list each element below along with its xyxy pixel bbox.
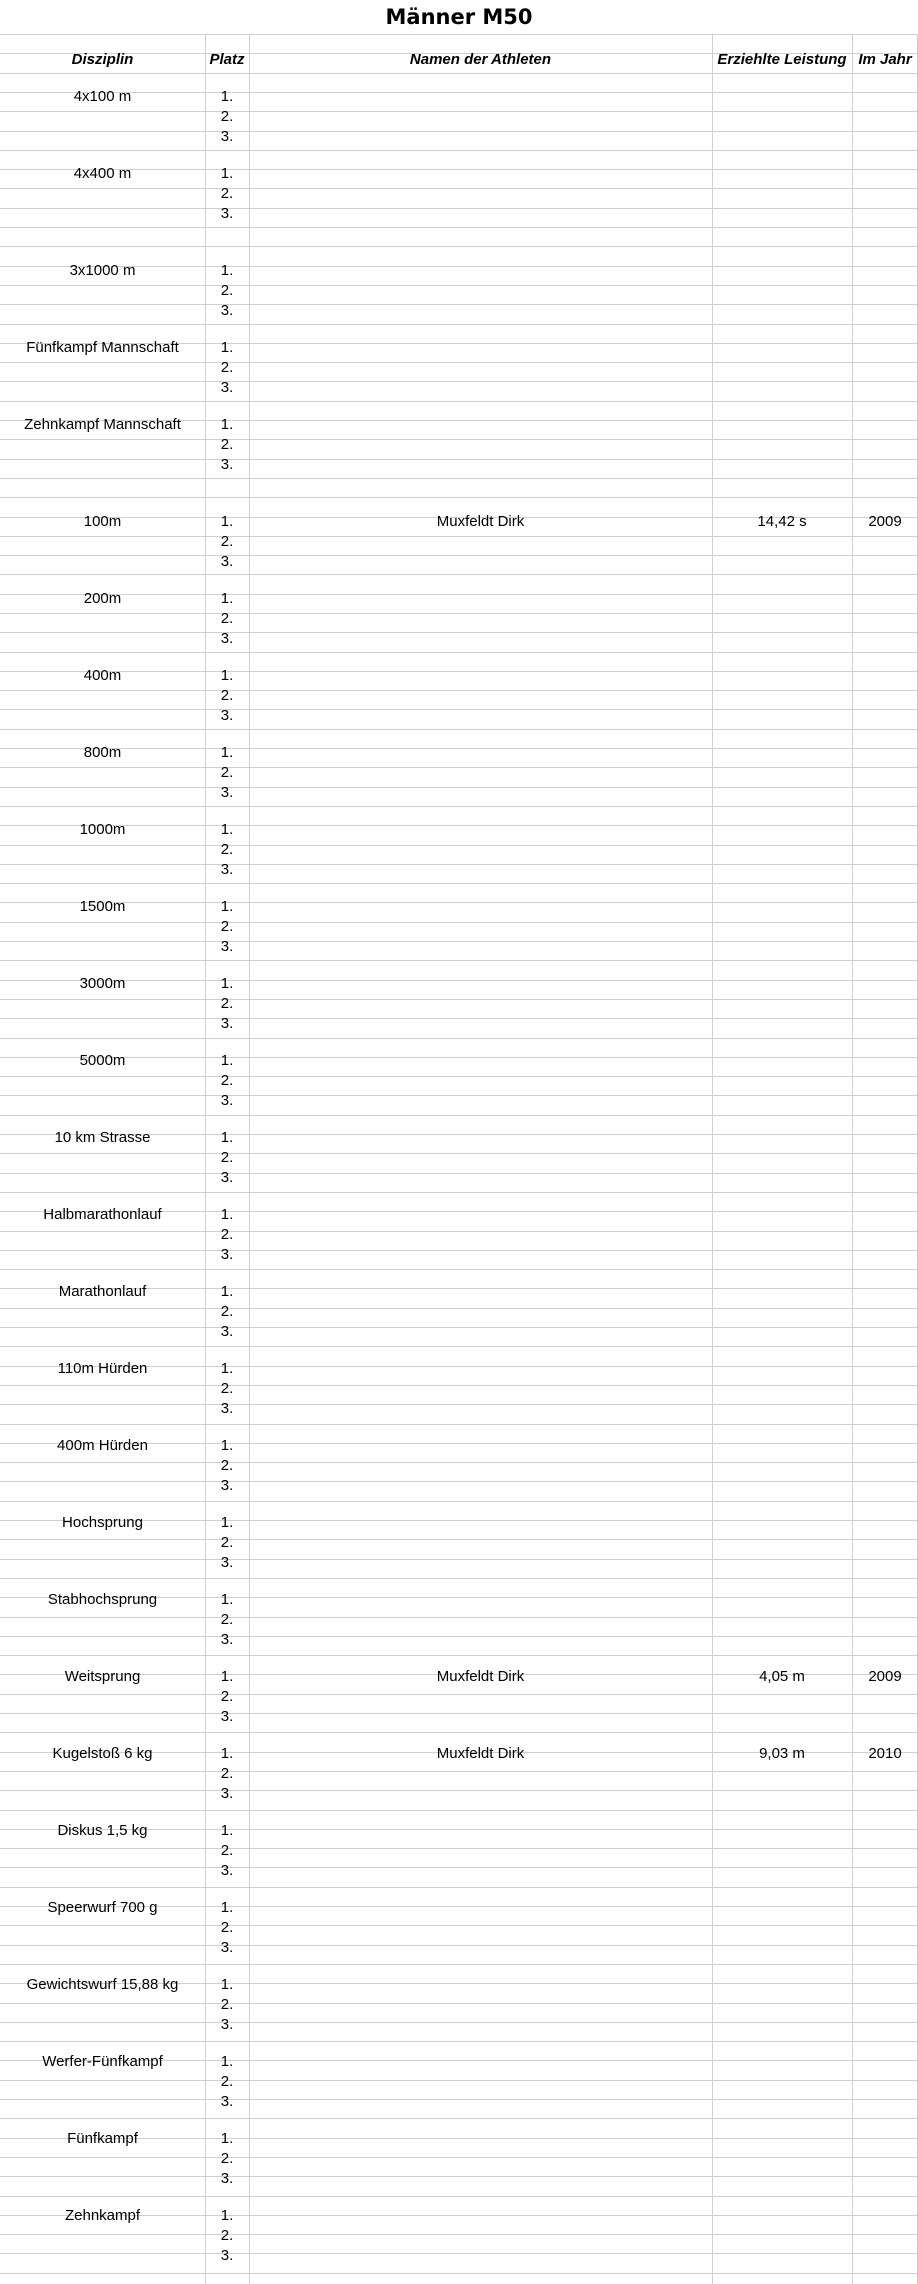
grid-hline <box>0 2176 918 2177</box>
discipline-name: 1000m <box>79 821 126 838</box>
place-number: 1. <box>220 1976 234 1993</box>
grid-hline <box>0 2080 918 2081</box>
discipline-name: Halbmarathonlauf <box>43 1206 162 1223</box>
grid-hline <box>0 2022 918 2023</box>
header-platz: Platz <box>209 51 245 68</box>
place-number: 2. <box>220 2227 234 2244</box>
place-number: 2. <box>220 1842 234 1859</box>
place-number: 1. <box>220 1437 234 1454</box>
place-number: 3. <box>220 2093 234 2110</box>
discipline-name: 5000m <box>79 1052 126 1069</box>
grid-vline <box>852 34 853 2284</box>
header-leistung: Erziehlte Leistung <box>717 51 847 68</box>
grid-hline <box>0 652 918 653</box>
place-number: 3. <box>220 938 234 955</box>
grid-vline <box>249 34 250 2284</box>
place-number: 1. <box>220 590 234 607</box>
place-number: 2. <box>220 841 234 858</box>
result-year: 2010 <box>868 1745 902 1762</box>
grid-hline <box>0 1327 918 1328</box>
place-number: 1. <box>220 1283 234 1300</box>
place-number: 1. <box>220 975 234 992</box>
place-number: 2. <box>220 610 234 627</box>
place-number: 1. <box>220 744 234 761</box>
grid-hline <box>0 1925 918 1926</box>
grid-hline <box>0 1887 918 1888</box>
place-number: 1. <box>220 88 234 105</box>
grid-hline <box>0 1848 918 1849</box>
place-number: 2. <box>220 687 234 704</box>
grid-hline <box>0 883 918 884</box>
grid-hline <box>0 613 918 614</box>
place-number: 1. <box>220 165 234 182</box>
discipline-name: Speerwurf 700 g <box>47 1899 158 1916</box>
grid-hline <box>0 1153 918 1154</box>
grid-hline <box>0 1076 918 1077</box>
grid-hline <box>0 1713 918 1714</box>
grid-hline <box>0 1694 918 1695</box>
place-number: 3. <box>220 302 234 319</box>
discipline-name: Kugelstoß 6 kg <box>52 1745 153 1762</box>
grid-hline <box>0 324 918 325</box>
discipline-name: Zehnkampf <box>64 2207 141 2224</box>
discipline-name: 3x1000 m <box>69 262 136 279</box>
place-number: 3. <box>220 784 234 801</box>
place-number: 3. <box>220 1092 234 1109</box>
grid-hline <box>0 1636 918 1637</box>
grid-hline <box>0 34 918 35</box>
place-number: 2. <box>220 1688 234 1705</box>
grid-hline <box>0 362 918 363</box>
grid-hline <box>0 2003 918 2004</box>
place-number: 1. <box>220 898 234 915</box>
place-number: 3. <box>220 2016 234 2033</box>
place-number: 3. <box>220 128 234 145</box>
grid-hline <box>0 555 918 556</box>
discipline-name: Fünfkampf Mannschaft <box>26 339 179 356</box>
place-number: 2. <box>220 436 234 453</box>
place-number: 3. <box>220 205 234 222</box>
discipline-name: 3000m <box>79 975 126 992</box>
place-number: 2. <box>220 533 234 550</box>
discipline-name: Diskus 1,5 kg <box>57 1822 148 1839</box>
grid-hline <box>0 150 918 151</box>
place-number: 2. <box>220 918 234 935</box>
discipline-name: 4x400 m <box>73 165 132 182</box>
place-number: 3. <box>220 707 234 724</box>
grid-hline <box>0 1404 918 1405</box>
place-number: 1. <box>220 2053 234 2070</box>
place-number: 1. <box>220 1745 234 1762</box>
place-number: 2. <box>220 1226 234 1243</box>
place-number: 1. <box>220 1899 234 1916</box>
grid-hline <box>0 227 918 228</box>
grid-hline <box>0 304 918 305</box>
athlete-name: Muxfeldt Dirk <box>436 513 525 530</box>
grid-hline <box>0 806 918 807</box>
grid-hline <box>0 767 918 768</box>
header-disziplin: Disziplin <box>71 51 134 68</box>
grid-hline <box>0 1655 918 1656</box>
result-year: 2009 <box>868 1668 902 1685</box>
grid-hline <box>0 1964 918 1965</box>
grid-hline <box>0 999 918 1000</box>
place-number: 3. <box>220 2247 234 2264</box>
place-number: 3. <box>220 1554 234 1571</box>
place-number: 1. <box>220 1668 234 1685</box>
page-title: Männer M50 <box>0 0 918 34</box>
place-number: 1. <box>220 416 234 433</box>
grid-hline <box>0 709 918 710</box>
place-number: 2. <box>220 108 234 125</box>
grid-hline <box>0 1231 918 1232</box>
grid-hline <box>0 1308 918 1309</box>
grid-hline <box>0 1810 918 1811</box>
grid-hline <box>0 1867 918 1868</box>
place-number: 1. <box>220 2207 234 2224</box>
result-value: 14,42 s <box>757 513 807 530</box>
grid-hline <box>0 864 918 865</box>
grid-hline <box>0 2157 918 2158</box>
discipline-name: Stabhochsprung <box>47 1591 158 1608</box>
athlete-name: Muxfeldt Dirk <box>436 1668 525 1685</box>
place-number: 3. <box>220 1785 234 1802</box>
place-number: 3. <box>220 379 234 396</box>
grid-hline <box>0 2273 918 2274</box>
grid-hline <box>0 1771 918 1772</box>
grid-hline <box>0 2253 918 2254</box>
place-number: 2. <box>220 1611 234 1628</box>
place-number: 2. <box>220 1072 234 1089</box>
place-number: 2. <box>220 1765 234 1782</box>
grid-hline <box>0 941 918 942</box>
grid-hline <box>0 1501 918 1502</box>
place-number: 1. <box>220 667 234 684</box>
place-number: 3. <box>220 1939 234 1956</box>
grid-hline <box>0 1192 918 1193</box>
grid-hline <box>0 2099 918 2100</box>
place-number: 2. <box>220 1919 234 1936</box>
header-namen: Namen der Athleten <box>409 51 552 68</box>
discipline-name: 1500m <box>79 898 126 915</box>
discipline-name: Werfer-Fünfkampf <box>42 2053 163 2070</box>
grid-hline <box>0 285 918 286</box>
place-number: 2. <box>220 1457 234 1474</box>
grid-hline <box>0 574 918 575</box>
grid-hline <box>0 1732 918 1733</box>
discipline-name: Fünfkampf <box>67 2130 138 2147</box>
grid-hline <box>0 2196 918 2197</box>
place-number: 1. <box>220 821 234 838</box>
discipline-name: Marathonlauf <box>58 1283 147 1300</box>
discipline-name: 400m <box>83 667 122 684</box>
grid-hline <box>0 729 918 730</box>
place-number: 3. <box>220 630 234 647</box>
place-number: 1. <box>220 1052 234 1069</box>
grid-hline <box>0 1539 918 1540</box>
grid-hline <box>0 1790 918 1791</box>
discipline-name: 800m <box>83 744 122 761</box>
place-number: 3. <box>220 1246 234 1263</box>
place-number: 3. <box>220 1631 234 1648</box>
discipline-name: 100m <box>83 513 122 530</box>
grid-hline <box>0 1578 918 1579</box>
place-number: 2. <box>220 995 234 1012</box>
place-number: 2. <box>220 2150 234 2167</box>
grid-hline <box>0 439 918 440</box>
grid-hline <box>0 1269 918 1270</box>
grid-hline <box>0 1424 918 1425</box>
discipline-name: 10 km Strasse <box>54 1129 151 1146</box>
place-number: 2. <box>220 764 234 781</box>
grid-hline <box>0 1945 918 1946</box>
place-number: 2. <box>220 2073 234 2090</box>
grid-hline <box>0 1250 918 1251</box>
discipline-name: 4x100 m <box>73 88 132 105</box>
grid-hline <box>0 1038 918 1039</box>
place-number: 1. <box>220 1360 234 1377</box>
grid-hline <box>0 381 918 382</box>
grid-hline <box>0 208 918 209</box>
discipline-name: 110m Hürden <box>57 1360 148 1377</box>
grid-hline <box>0 478 918 479</box>
place-number: 2. <box>220 359 234 376</box>
discipline-name: Weitsprung <box>64 1668 141 1685</box>
place-number: 3. <box>220 1015 234 1032</box>
place-number: 3. <box>220 1708 234 1725</box>
grid-vline <box>712 34 713 2284</box>
place-number: 3. <box>220 861 234 878</box>
grid-hline <box>0 1095 918 1096</box>
discipline-name: 200m <box>83 590 122 607</box>
place-number: 1. <box>220 262 234 279</box>
place-number: 1. <box>220 1591 234 1608</box>
grid-hline <box>0 2234 918 2235</box>
place-number: 3. <box>220 2170 234 2187</box>
grid-hline <box>0 459 918 460</box>
place-number: 3. <box>220 1323 234 1340</box>
place-number: 3. <box>220 1477 234 1494</box>
place-number: 1. <box>220 1822 234 1839</box>
place-number: 1. <box>220 1206 234 1223</box>
grid-hline <box>0 2041 918 2042</box>
grid-hline <box>0 1481 918 1482</box>
place-number: 3. <box>220 1400 234 1417</box>
grid-hline <box>0 690 918 691</box>
grid-hline <box>0 2118 918 2119</box>
place-number: 2. <box>220 185 234 202</box>
grid-hline <box>0 1115 918 1116</box>
grid-hline <box>0 401 918 402</box>
grid-hline <box>0 960 918 961</box>
grid-hline <box>0 536 918 537</box>
discipline-name: Hochsprung <box>62 1514 143 1531</box>
result-value: 4,05 m <box>759 1668 805 1685</box>
grid-hline <box>0 1559 918 1560</box>
grid-hline <box>0 497 918 498</box>
discipline-name: Gewichtswurf 15,88 kg <box>26 1976 179 1993</box>
place-number: 2. <box>220 1149 234 1166</box>
place-number: 3. <box>220 1862 234 1879</box>
grid-hline <box>0 246 918 247</box>
place-number: 2. <box>220 1380 234 1397</box>
discipline-name: Zehnkampf Mannschaft <box>24 416 181 433</box>
place-number: 1. <box>220 1129 234 1146</box>
place-number: 2. <box>220 282 234 299</box>
grid-hline <box>0 632 918 633</box>
grid-hline <box>0 1346 918 1347</box>
grid-hline <box>0 1617 918 1618</box>
result-value: 9,03 m <box>759 1745 805 1762</box>
place-number: 1. <box>220 2130 234 2147</box>
grid-hline <box>0 1173 918 1174</box>
place-number: 3. <box>220 456 234 473</box>
grid-hline <box>0 188 918 189</box>
place-number: 3. <box>220 1169 234 1186</box>
grid-hline <box>0 922 918 923</box>
place-number: 2. <box>220 1996 234 2013</box>
result-year: 2009 <box>868 513 902 530</box>
discipline-name: 400m Hürden <box>57 1437 148 1454</box>
grid-hline <box>0 73 918 74</box>
grid-hline <box>0 1018 918 1019</box>
place-number: 3. <box>220 553 234 570</box>
athlete-name: Muxfeldt Dirk <box>436 1745 525 1762</box>
place-number: 1. <box>220 513 234 530</box>
place-number: 1. <box>220 339 234 356</box>
grid-hline <box>0 787 918 788</box>
grid-hline <box>0 131 918 132</box>
place-number: 2. <box>220 1534 234 1551</box>
place-number: 2. <box>220 1303 234 1320</box>
grid-hline <box>0 1385 918 1386</box>
header-jahr: Im Jahr <box>858 51 912 68</box>
grid-hline <box>0 1462 918 1463</box>
grid-hline <box>0 845 918 846</box>
place-number: 1. <box>220 1514 234 1531</box>
grid-hline <box>0 111 918 112</box>
